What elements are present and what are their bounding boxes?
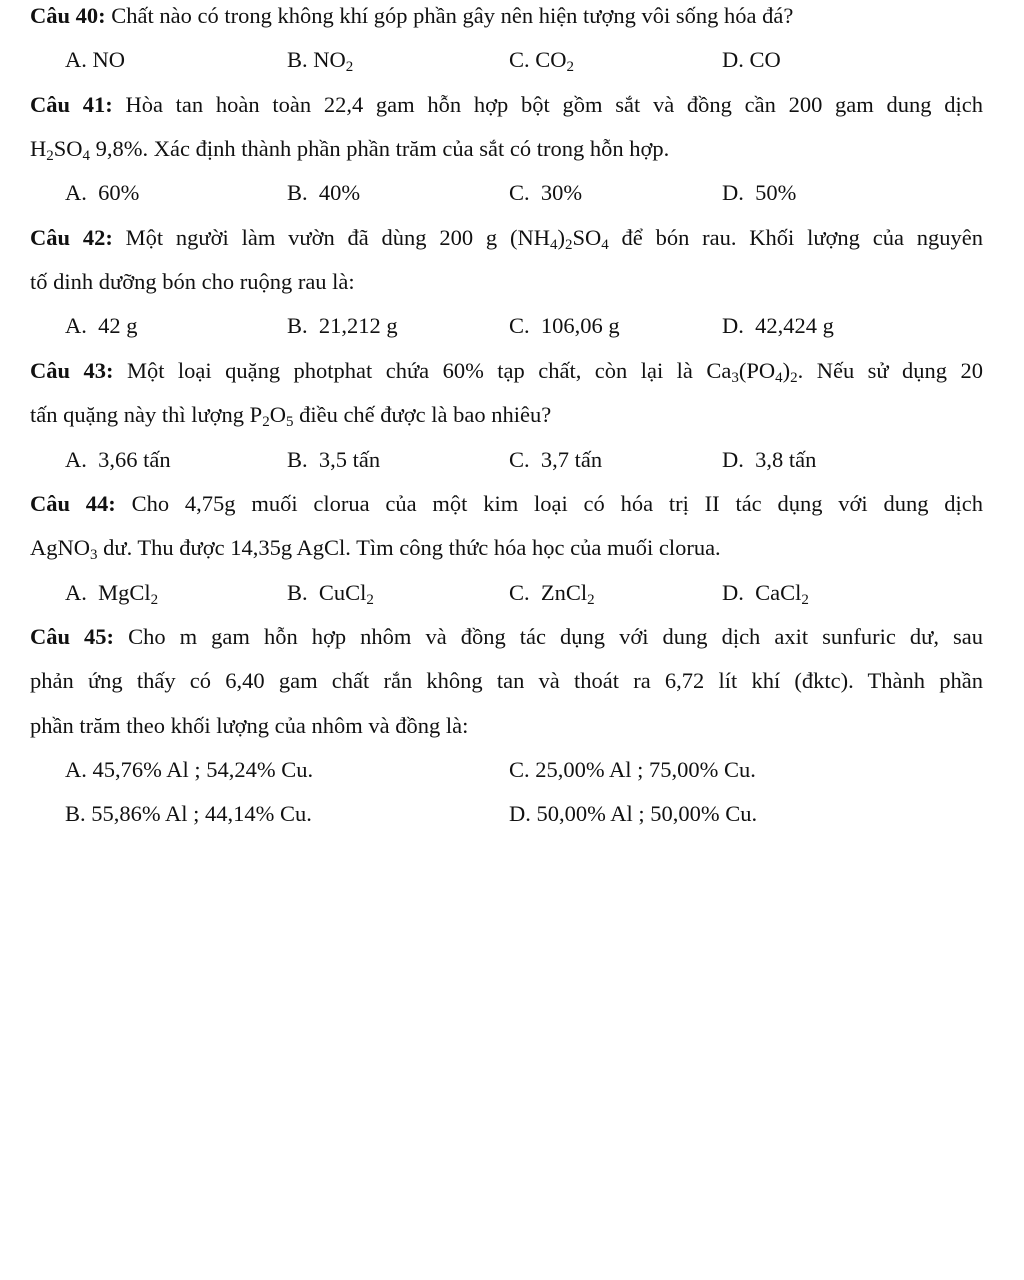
q44-option-c: C. ZnCl$_2$ [509, 580, 595, 608]
q41-option-b: B. 40% [287, 180, 361, 205]
q45-option-a: A. 45,76% Al ; 54,24% Cu. [65, 757, 314, 782]
question-42-number: Câu 42: [30, 225, 113, 250]
q42-option-c: C. 106,06 g [509, 313, 620, 338]
question-45-line-2: phản ứng thấy có 6,40 gam chất rắn không tan và thoát ra 6,72 lít khí (đktc). Thành phần [30, 668, 983, 693]
q43-option-a: A. 3,66 tấn [65, 447, 171, 472]
q42-option-a: A. 42 g [65, 313, 138, 338]
question-43-number: Câu 43: [30, 358, 114, 383]
q41-option-c: C. 30% [509, 180, 583, 205]
question-44-line-2: AgNO$_3$ dư. Thu được 14,35g AgCl. Tìm công thức hóa học của muối clorua. [30, 535, 721, 563]
question-40-number: Câu 40: [30, 3, 106, 28]
question-41-text-1: Hòa tan hoàn toàn 22,4 gam hỗn hợp bột gồm sắt và đồng cần 200 gam dung dịch [125, 92, 983, 117]
q43-option-b: B. 3,5 tấn [287, 447, 381, 472]
q45-option-d: D. 50,00% Al ; 50,00% Cu. [509, 801, 758, 826]
question-41-number: Câu 41: [30, 92, 113, 117]
question-41-line-1 [30, 90, 983, 120]
question-41-line-2: $H_2SO_4$ 9,8%. Xác định thành phần phần trăm của sắt có trong hỗn hợp. [30, 136, 670, 164]
question-45-line-1: Câu 45: Cho m gam hỗn hợp nhôm và đồng tác dụng với dung dịch axit sunfuric dư, sau [30, 624, 983, 649]
question-42-line-1: Câu 42: Một người làm vườn đã dùng 200 g $(NH_4)_2SO_4$ để bón rau. Khối lượng của nguyên [30, 225, 983, 253]
q44-option-a: A. MgCl$_2$ [65, 580, 159, 608]
question-44-line-1: Câu 44: Cho 4,75g muối clorua của một kim loại có hóa trị II tác dụng với dung dịch [30, 491, 983, 516]
q42-option-b: B. 21,212 g [287, 313, 398, 338]
q42-option-d: D. 42,424 g [722, 313, 834, 338]
q40-option-d: D. CO [722, 47, 781, 72]
question-40-text: Chất nào có trong không khí góp phần gây nên hiện tượng vôi sống hóa đá? [111, 3, 794, 28]
q43-option-d: D. 3,8 tấn [722, 447, 817, 472]
q45-option-c: C. 25,00% Al ; 75,00% Cu. [509, 757, 756, 782]
q45-option-b: B. 55,86% Al ; 44,14% Cu. [65, 801, 312, 826]
q40-option-b: B. $NO_2$ [287, 47, 354, 75]
question-45-number: Câu 45: [30, 624, 115, 649]
q44-option-b: B. CuCl$_2$ [287, 580, 374, 608]
q41-option-a: A. 60% [65, 180, 140, 205]
question-45-line-3: phần trăm theo khối lượng của nhôm và đồng là: [30, 713, 469, 738]
q44-option-d: D. CaCl$_2$ [722, 580, 809, 608]
q41-option-d: D. 50% [722, 180, 797, 205]
question-40-line-1 [30, 1, 983, 31]
question-44-number: Câu 44: [30, 491, 116, 516]
q40-option-c: C. $CO_2$ [509, 47, 575, 75]
question-42-line-2: tố dinh dưỡng bón cho ruộng rau là: [30, 269, 355, 294]
q40-option-a: A. NO [65, 47, 125, 72]
question-43-line-2: tấn quặng này thì lượng $P_2O_5$ điều chế được là bao nhiêu? [30, 402, 552, 430]
question-43-line-1: Câu 43: Một loại quặng photphat chứa 60% tạp chất, còn lại là $Ca_3(PO_4)_2$. Nếu sử dụng 20 [30, 358, 984, 386]
q43-option-c: C. 3,7 tấn [509, 447, 603, 472]
